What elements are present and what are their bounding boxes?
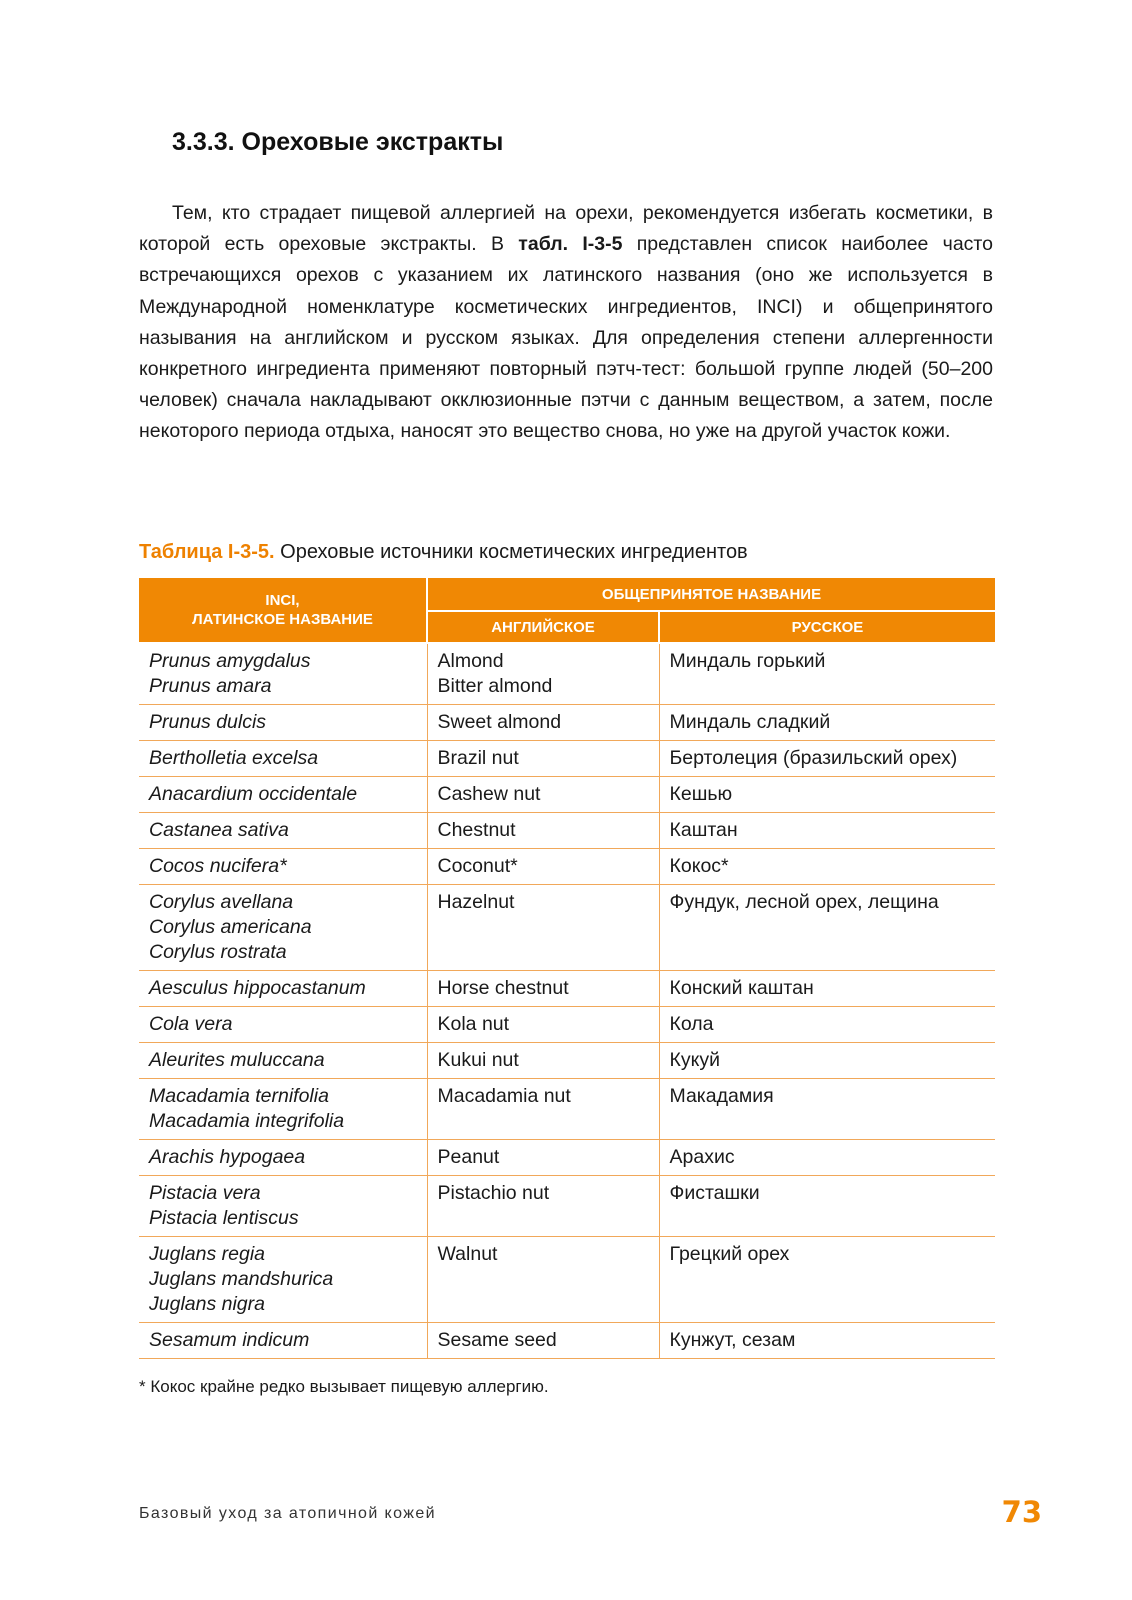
cell-latin-name-line: Arachis hypogaea: [149, 1146, 306, 1168]
cell-english-name: [427, 1140, 659, 1176]
cell-russian-name: Миндаль сладкий: [659, 705, 995, 741]
header-inci-line2: ЛАТИНСКОЕ НАЗВАНИЕ: [192, 611, 373, 628]
table-caption: [139, 541, 748, 564]
table-row: [139, 777, 995, 813]
intro-paragraph: [139, 198, 993, 448]
cell-russian-name: Кукуй: [659, 1043, 995, 1079]
cell-english-name-line: Pistachio nut: [437, 1182, 550, 1204]
cell-english-name-line: Bitter almond: [437, 675, 553, 697]
table-row: [139, 1043, 995, 1079]
header-inci: [139, 578, 427, 643]
cell-russian-name: Кешью: [659, 777, 995, 813]
cell-english-name: [427, 971, 659, 1007]
cell-latin-name: [139, 971, 427, 1007]
cell-english-name-line: Kukui nut: [437, 1049, 519, 1071]
cell-latin-name: [139, 1237, 427, 1323]
table-footnote: * Кокос крайне редко вызывает пищевую аллергию.: [139, 1377, 549, 1396]
cell-english-name-line: Sesame seed: [437, 1329, 557, 1351]
table-row: [139, 1237, 995, 1323]
cell-english-name-line: Hazelnut: [437, 891, 515, 913]
cell-english-name-line: Kola nut: [437, 1013, 510, 1035]
cell-russian-name: Бертолеция (бразильский орех): [659, 741, 995, 777]
cell-russian-name: Фундук, лесной орех, лещина: [659, 885, 995, 971]
cell-latin-name: [139, 1140, 427, 1176]
cell-english-name: [427, 849, 659, 885]
cell-latin-name: [139, 1176, 427, 1237]
cell-latin-name: [139, 1043, 427, 1079]
table-body: [139, 643, 995, 1359]
table-reference: табл. I-3-5: [518, 233, 623, 256]
paragraph-part2: представлен список наиболее часто встречающихся орехов с указанием их латинского названия (оно же используется в Международной номенклатуре косметических ингредиентов, INCI) и общепринятого называния на английском и русском языках. Для определения степени аллергенности конкретного ингредиента применяют повторный пэтч-тест: большой группе людей (50–200 человек) сначала накладывают окклюзионные пэтчи с данным веществом, а затем, после некоторого периода отдыха, наносят это вещество снова, но уже на другой участок кожи.: [139, 233, 993, 443]
table-row: [139, 741, 995, 777]
cell-english-name-line: Macadamia nut: [437, 1085, 571, 1107]
table-row: [139, 1007, 995, 1043]
page-number: 73: [1001, 1495, 1042, 1529]
cell-english-name: [427, 1007, 659, 1043]
cell-english-name: [427, 813, 659, 849]
cell-latin-name: [139, 813, 427, 849]
section-heading: 3.3.3. Ореховые экстракты: [172, 128, 504, 156]
nut-sources-table: [139, 578, 995, 1359]
cell-english-name: [427, 1176, 659, 1237]
table-row: [139, 849, 995, 885]
cell-latin-name-line: Aleurites muluccana: [149, 1049, 325, 1071]
cell-english-name-line: Sweet almond: [437, 711, 562, 733]
cell-english-name: [427, 1237, 659, 1323]
cell-latin-name: [139, 885, 427, 971]
table-row: [139, 1079, 995, 1140]
table-caption-label: Таблица I-3-5.: [139, 541, 275, 563]
cell-russian-name: Кола: [659, 1007, 995, 1043]
cell-russian-name: Кунжут, сезам: [659, 1323, 995, 1359]
table-row: [139, 643, 995, 705]
cell-english-name-line: Walnut: [437, 1243, 498, 1265]
cell-latin-name-line: Juglans regia: [149, 1243, 265, 1265]
cell-latin-name-line: Macadamia integrifolia: [149, 1110, 345, 1132]
cell-latin-name-line: Prunus amara: [149, 675, 272, 697]
cell-latin-name-line: Aesculus hippocastanum: [149, 977, 366, 999]
table-row: [139, 1176, 995, 1237]
cell-latin-name-line: Prunus dulcis: [149, 711, 267, 733]
table-row: [139, 705, 995, 741]
cell-english-name-line: Almond: [437, 650, 504, 672]
cell-latin-name-line: Corylus rostrata: [149, 941, 287, 963]
cell-latin-name-line: Pistacia lentiscus: [149, 1207, 299, 1229]
cell-latin-name-line: Anacardium occidentale: [149, 783, 358, 805]
table-row: [139, 971, 995, 1007]
cell-english-name: [427, 885, 659, 971]
cell-latin-name-line: Juglans nigra: [149, 1293, 265, 1315]
cell-english-name-line: Coconut*: [437, 855, 518, 877]
cell-english-name: [427, 1323, 659, 1359]
cell-latin-name-line: Cocos nucifera*: [149, 855, 287, 877]
cell-latin-name: [139, 741, 427, 777]
cell-english-name-line: Horse chestnut: [437, 977, 569, 999]
cell-english-name-line: Peanut: [437, 1146, 500, 1168]
running-title: Базовый уход за атопичной кожей: [139, 1505, 436, 1522]
cell-russian-name: Кокос*: [659, 849, 995, 885]
cell-latin-name: [139, 1323, 427, 1359]
cell-russian-name: Конский каштан: [659, 971, 995, 1007]
cell-latin-name: [139, 643, 427, 705]
cell-english-name: [427, 705, 659, 741]
cell-latin-name: [139, 777, 427, 813]
cell-english-name: [427, 777, 659, 813]
cell-russian-name: Арахис: [659, 1140, 995, 1176]
table-row: [139, 813, 995, 849]
table-row: [139, 1323, 995, 1359]
cell-latin-name-line: Corylus avellana: [149, 891, 294, 913]
cell-latin-name-line: Juglans mandshurica: [149, 1268, 334, 1290]
cell-russian-name: Миндаль горький: [659, 643, 995, 705]
cell-english-name-line: Chestnut: [437, 819, 516, 841]
header-common-name: ОБЩЕПРИНЯТОЕ НАЗВАНИЕ: [427, 578, 995, 611]
table-header: [139, 578, 995, 643]
cell-latin-name-line: Prunus amygdalus: [149, 650, 311, 672]
cell-latin-name-line: Cola vera: [149, 1013, 233, 1035]
cell-english-name-line: Cashew nut: [437, 783, 541, 805]
cell-english-name-line: Brazil nut: [437, 747, 519, 769]
table-caption-text: Ореховые источники косметических ингредиентов: [274, 541, 748, 563]
cell-latin-name: [139, 705, 427, 741]
header-russian: РУССКОЕ: [659, 611, 995, 643]
cell-latin-name: [139, 849, 427, 885]
cell-latin-name: [139, 1079, 427, 1140]
cell-latin-name: [139, 1007, 427, 1043]
cell-russian-name: Фисташки: [659, 1176, 995, 1237]
header-english: АНГЛИЙСКОЕ: [427, 611, 659, 643]
cell-english-name: [427, 643, 659, 705]
cell-latin-name-line: Pistacia vera: [149, 1182, 261, 1204]
table-row: [139, 1140, 995, 1176]
paragraph-part1: Тем, кто страдает пищевой аллергией на орехи, рекомендуется избегать косметики, в которой есть ореховые экстракты. В: [139, 202, 993, 256]
cell-russian-name: Грецкий орех: [659, 1237, 995, 1323]
cell-english-name: [427, 1043, 659, 1079]
cell-russian-name: Макадамия: [659, 1079, 995, 1140]
header-inci-line1: INCI,: [265, 592, 300, 609]
table-row: [139, 885, 995, 971]
cell-russian-name: Каштан: [659, 813, 995, 849]
cell-english-name: [427, 741, 659, 777]
cell-english-name: [427, 1079, 659, 1140]
cell-latin-name-line: Bertholletia excelsa: [149, 747, 319, 769]
cell-latin-name-line: Sesamum indicum: [149, 1329, 310, 1351]
cell-latin-name-line: Castanea sativa: [149, 819, 289, 841]
cell-latin-name-line: Macadamia ternifolia: [149, 1085, 329, 1107]
cell-latin-name-line: Corylus americana: [149, 916, 312, 938]
